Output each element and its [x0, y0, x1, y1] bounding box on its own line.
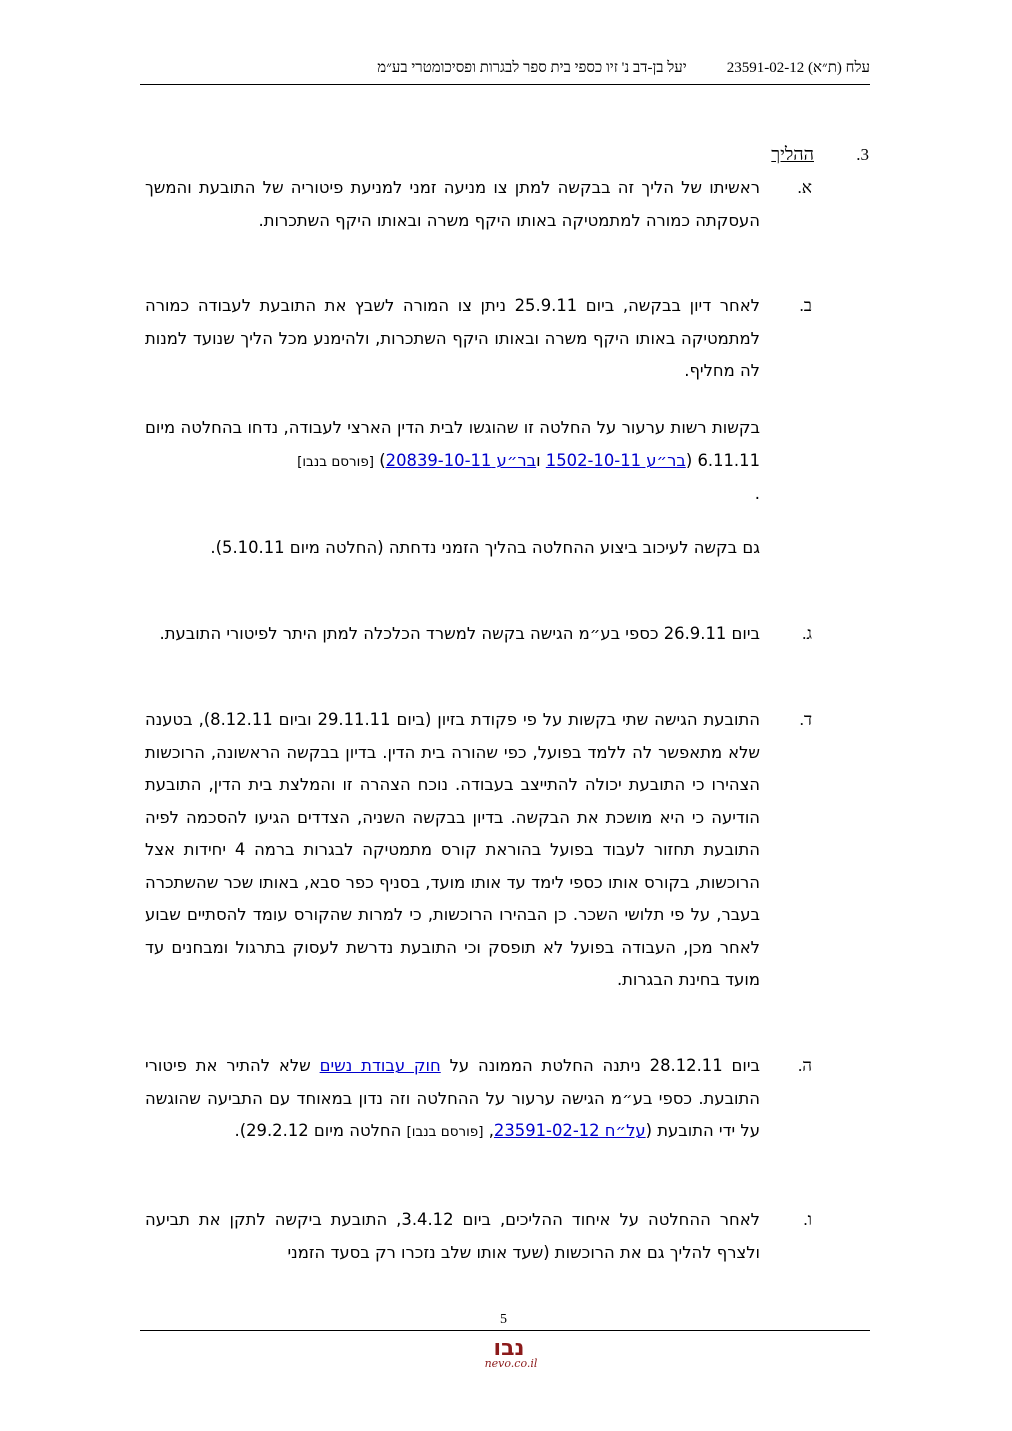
- published-note: [פורסם בנבו]: [406, 1124, 484, 1140]
- paragraph-f: [145, 1204, 812, 1269]
- paragraph-b-stay: [145, 532, 760, 565]
- paragraph-e: [145, 1050, 812, 1149]
- footer-divider: [140, 1330, 870, 1331]
- paragraph-b-appeal: [145, 412, 760, 511]
- paragraph-text: ): [374, 450, 386, 470]
- paragraph-d: [145, 704, 812, 997]
- link-appeal-1502[interactable]: בר״ע 1502-10-11: [545, 450, 686, 470]
- link-womens-labor-law[interactable]: חוק עבודת נשים: [319, 1056, 441, 1075]
- header-case-number: עלח (ת״א) 23591-02-12: [726, 60, 870, 76]
- link-case-23591[interactable]: על״ח 23591-02-12: [493, 1121, 646, 1140]
- paragraph-text: ו: [536, 450, 546, 470]
- paragraph-b: [145, 290, 812, 388]
- paragraph-text: ביום 28.12.11 ניתנה החלטת הממונה על: [440, 1056, 760, 1075]
- paragraph-a: [145, 172, 812, 237]
- paragraph-marker: א.: [797, 178, 812, 197]
- paragraph-text: .: [754, 484, 760, 503]
- logo-text: nevo.co.il: [484, 1357, 538, 1370]
- header-case-title: יעל בן-דב נ' זיו כספי בית ספר לבגרות ופסיכומטרי בע״מ: [377, 60, 687, 76]
- logo-glyphs: נבו: [493, 1336, 525, 1361]
- section-number: 3.: [856, 145, 869, 164]
- published-note: [פורסם בנבו]: [297, 453, 375, 470]
- paragraph-text: ראשיתו של הליך זה בבקשה למתן צו מניעה זמני למניעת פיטוריה של התובעת והמשך העסקתה כמורה למתמטיקה באותו היקף משרה ובאותו היקף השתכרות.: [145, 178, 760, 230]
- paragraph-text: בקשות רשות ערעור על החלטה זו שהוגשו לבית הדין הארצי לעבודה, נדחו בהחלטה מיום 6.11.11 (: [145, 418, 760, 470]
- paragraph-marker: ג.: [802, 624, 812, 643]
- paragraph-marker: ד.: [799, 710, 812, 729]
- paragraph-text: התובעת הגישה שתי בקשות על פי פקודת בזיון (ביום 29.11.11 וביום 8.12.11), בטענה שלא מתאפשר לה ללמד בפועל, כפי שהורה בית הדין. בדיון בבקשה הראשונה, הרוכשות הצהירו כי התובעת יכולה להתייצב בעבודה. נוכח הצהרה זו והמלצת בית הדין, התובעת הודיעה כי היא מושכת את הבקשה. בדיון בבקשה השניה, הצדדים הגיעו להסכמה לפיה התובעת תחזור לעבוד בפועל בהוראת קורס מתמטיקה לבגרות ברמה 4 יחידות אצל הרוכשות, בקורס אותו כספי לימד עד אותו מועד, בסניף כפר סבא, באותו שכר שהשתכרה בעבר, על פי תלושי השכר. כן הבהירו הרוכשות, כי למרות שהקורס עומד להסתיים שבוע לאחר מכן, העבודה בפועל לא תופסק וכי התובעת נדרשת לעסוק בתרגול ומבחנים עד מועד בחינת הבגרות.: [145, 710, 760, 989]
- paragraph-text: החלטה מיום 29.2.12).: [234, 1121, 407, 1140]
- paragraph-text: ביום 26.9.11 כספי בע״מ הגישה בקשה למשרד הכלכלה למתן היתר לפיטורי התובעת.: [159, 624, 760, 643]
- paragraph-c: [145, 618, 812, 651]
- link-appeal-20839[interactable]: בר״ע 20839-10-11: [385, 450, 537, 470]
- paragraph-marker: ב.: [799, 296, 812, 315]
- page-header: [140, 58, 870, 85]
- nevo-logo: [463, 1336, 555, 1370]
- paragraph-text: שלא להתיר את פיטורי התובעת. כספי בע״מ הגישה ערעור על ההחלטה וזה נדון במאוחד עם התביעה שהוגשה על ידי התובעת (: [145, 1056, 760, 1140]
- section-heading: [771, 144, 869, 165]
- paragraph-marker: ה.: [797, 1056, 812, 1075]
- paragraph-text: לאחר ההחלטה על איחוד ההליכים, ביום 3.4.12, התובעת ביקשה לתקן את תביעה ולצרף להליך גם את הרוכשות (שעד אותו שלב נזכרו רק בסעד הזמני: [145, 1210, 760, 1262]
- paragraph-marker: ו.: [803, 1210, 812, 1229]
- page-number: 5: [500, 1312, 507, 1327]
- paragraph-text: ,: [483, 1121, 494, 1140]
- paragraph-text: גם בקשה לעיכוב ביצוע ההחלטה בהליך הזמני נדחתה (החלטה מיום 5.10.11).: [210, 538, 760, 557]
- section-title: ההליך: [771, 144, 814, 164]
- paragraph-text: לאחר דיון בבקשה, ביום 25.9.11 ניתן צו המורה לשבץ את התובעת לעבודה כמורה למתמטיקה באותו היקף משרה ובאותו היקף השתכרות, ולהימנע מכל הליך שנועד למנות לה מחליף.: [145, 296, 760, 380]
